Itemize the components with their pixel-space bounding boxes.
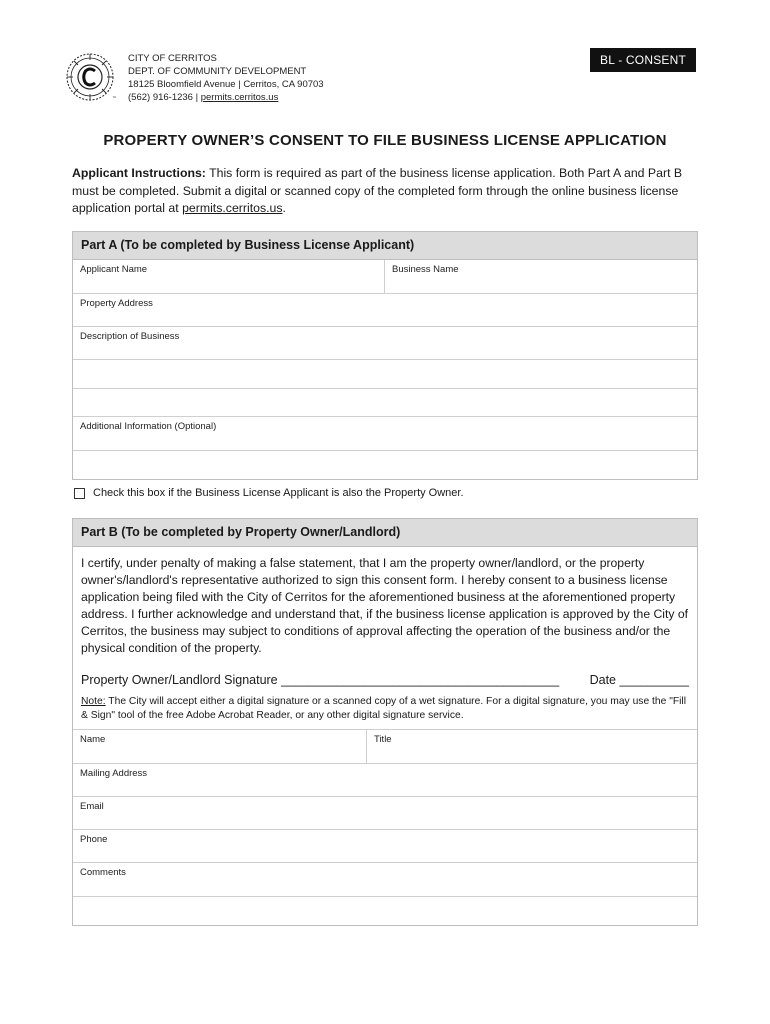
additional-info-label: Additional Information (Optional) (80, 421, 217, 432)
owner-checkbox-row (74, 487, 464, 499)
name-title-row (73, 730, 697, 764)
form-code-badge: BL - CONSENT (590, 48, 696, 72)
business-name-label: Business Name (392, 264, 459, 275)
website-link[interactable]: permits.cerritos.us (200, 92, 279, 103)
owner-name-field[interactable] (73, 730, 367, 763)
description-line-3[interactable] (73, 389, 697, 417)
email-field[interactable] (73, 797, 697, 830)
mailing-address-label: Mailing Address (80, 768, 148, 779)
part-a-heading: Part A (To be completed by Business License Applicant) (73, 232, 697, 260)
city-seal-logo (64, 50, 120, 106)
signature-field[interactable]: Property Owner/Landlord Signature ________________________________________ (81, 673, 560, 687)
signature-line (73, 663, 697, 691)
instructions-label: Applicant Instructions: (72, 166, 206, 180)
owner-name-label: Name (80, 734, 106, 745)
part-b-heading: Part B (To be completed by Property Owner/Landlord) (73, 519, 697, 547)
comments-line-2[interactable] (73, 897, 697, 925)
email-label: Email (80, 801, 104, 812)
date-field[interactable]: Date __________ (589, 673, 689, 687)
part-b-section (72, 518, 698, 926)
org-line: DEPT. OF COMMUNITY DEVELOPMENT (128, 66, 307, 77)
property-address-label: Property Address (80, 298, 153, 309)
comments-label: Comments (80, 867, 126, 878)
description-label: Description of Business (80, 331, 180, 342)
owner-title-field[interactable] (367, 730, 697, 763)
svg-text:™: ™ (112, 96, 117, 102)
applicant-instructions (72, 165, 698, 218)
note-label: Note: (81, 696, 106, 707)
description-line-2[interactable] (73, 360, 697, 389)
note-text: The City will accept either a digital signature or a scanned copy of a wet signature. For a digital signature, you may use the "Fill & Sign" tool of the free Adobe Acrobat Reader, or any other digital signature service. (81, 696, 687, 721)
signature-note (73, 691, 697, 730)
applicant-is-owner-checkbox[interactable] (74, 488, 85, 499)
org-line: CITY OF CERRITOS (128, 53, 217, 64)
part-a-section (72, 231, 698, 480)
additional-info-field[interactable] (73, 417, 697, 451)
owner-certification-text: I certify, under penalty of making a false statement, that I am the property owner/landlord, or the property owner's/landlord's representative authorized to sign this consent form. I hereby consent to a business license application being filed with the City of Cerritos for the aforementioned business at the aforementioned property address. I further acknowledge and understand that, if the business license application is approved by the City of Cerritos, the business may subject to conditions of approval affecting the operation of the business and/or the physical condition of the property. (81, 556, 689, 655)
instructions-text: This form is required as part of the business license application. Both Part A and Part B must be completed. Submit a digital or scanned copy of the completed form through the online business license application portal at (72, 166, 683, 215)
owner-title-label: Title (374, 734, 392, 745)
applicant-name-label: Applicant Name (80, 264, 148, 275)
form-title: PROPERTY OWNER’S CONSENT TO FILE BUSINESS LICENSE APPLICATION (103, 132, 667, 149)
property-address-field[interactable] (73, 294, 697, 327)
business-name-field[interactable] (385, 260, 697, 293)
department-address (128, 52, 324, 104)
checkbox-label: Check this box if the Business License Applicant is also the Property Owner. (93, 487, 464, 499)
description-field[interactable] (73, 327, 697, 360)
applicant-business-row (73, 260, 697, 294)
instructions-end: . (282, 201, 286, 215)
letterhead (64, 50, 704, 106)
mailing-address-field[interactable] (73, 764, 697, 797)
comments-field[interactable] (73, 863, 697, 897)
applicant-name-field[interactable] (73, 260, 385, 293)
contact-line (128, 91, 324, 104)
phone-label: Phone (80, 834, 108, 845)
portal-link[interactable]: permits.cerritos.us (182, 201, 283, 215)
phone-field[interactable] (73, 830, 697, 863)
org-line: 18125 Bloomfield Avenue | Cerritos, CA 90703 (128, 79, 324, 90)
phone-number: (562) 916-1236 | (128, 92, 201, 103)
additional-info-line-2[interactable] (73, 451, 697, 479)
